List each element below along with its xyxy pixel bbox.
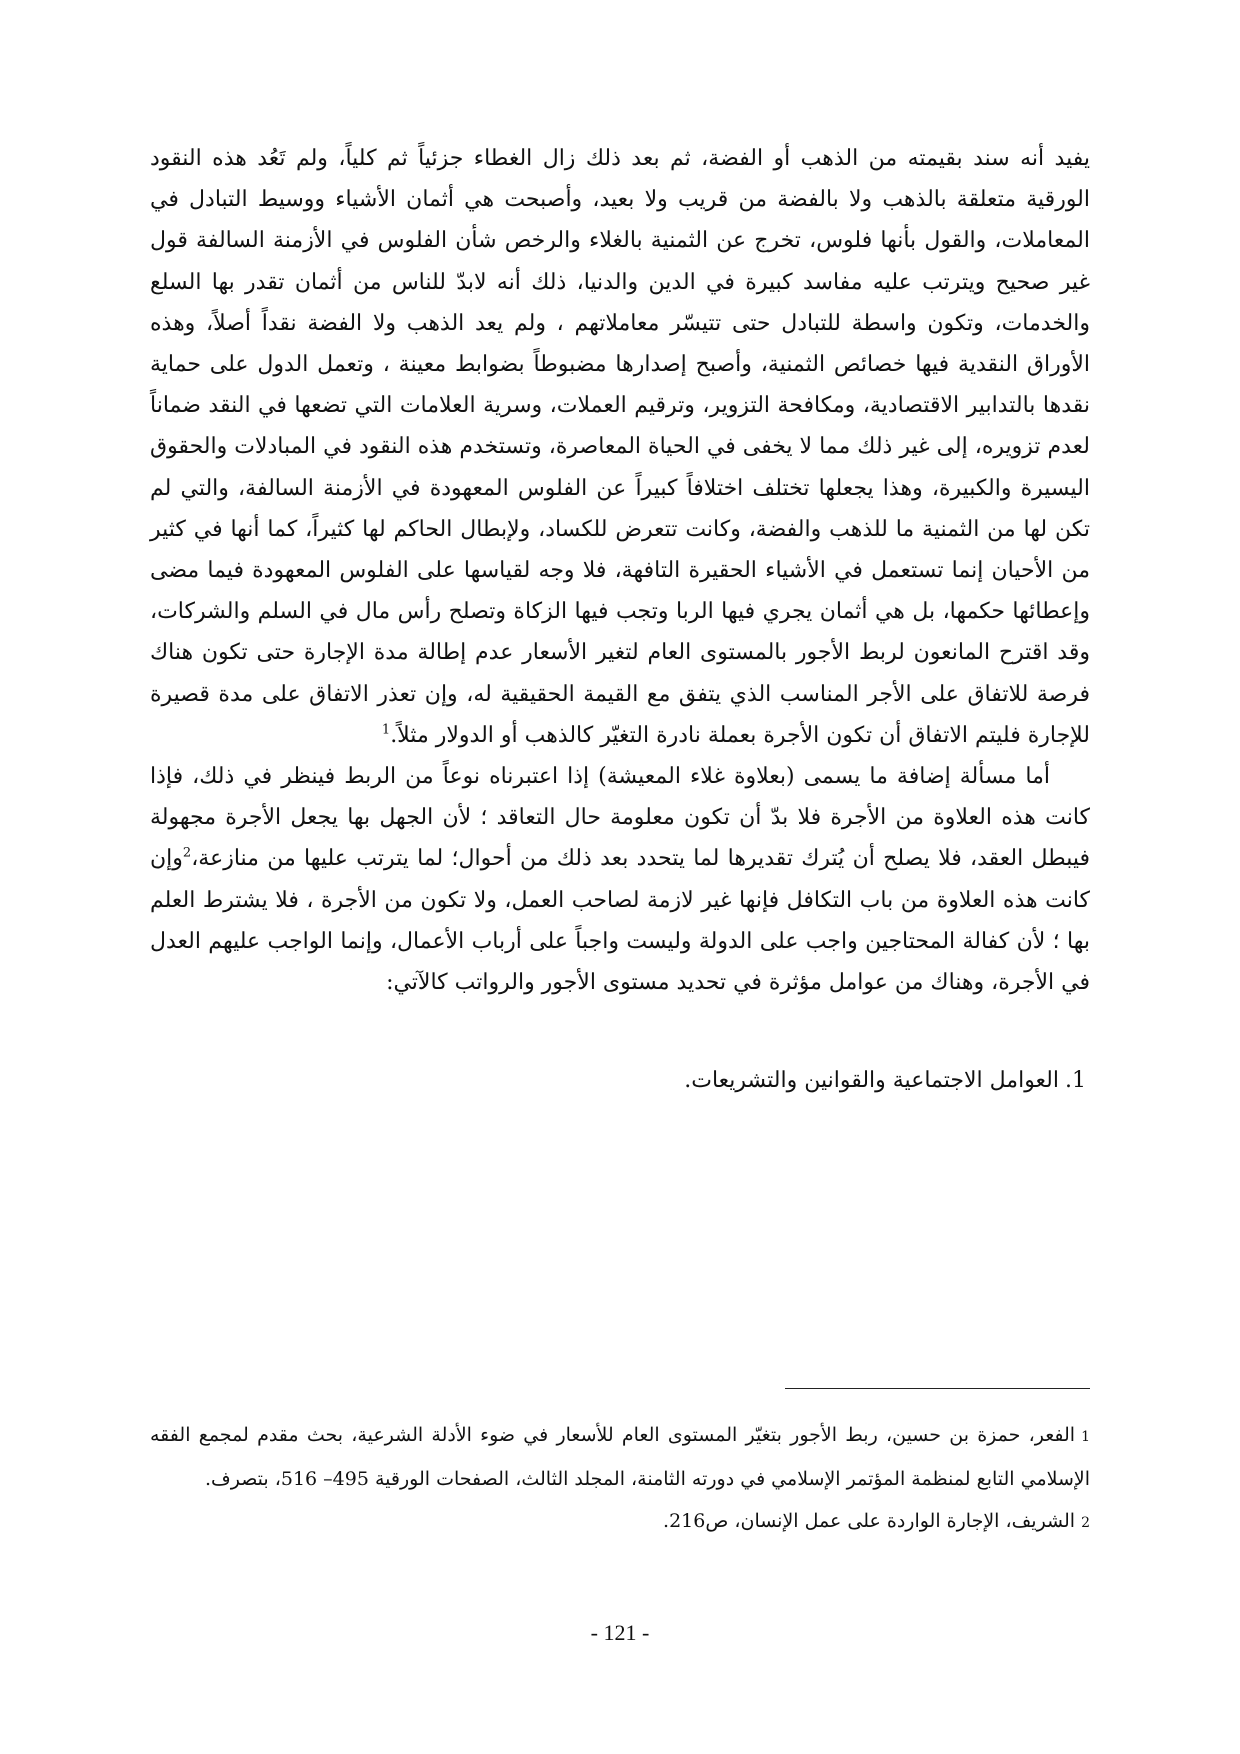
paragraph-2 xyxy=(150,756,1090,1003)
paragraph-1-text: يفيد أنه سند بقيمته من الذهب أو الفضة، ثم بعد ذلك زال الغطاء جزئياً ثم كلياً، ولم تَعُد هذه النقود الورقية متعلقة بالذهب ولا بالفضة من قريب ولا بعيد، وأصبحت هي أثمان الأشياء ووسيط التبادل في المعاملات، والقول بأنها فلوس، تخرج عن الثمنية بالغلاء والرخص شأن الفلوس في الأزمنة السالفة قول غير صحيح ويترتب عليه مفاسد كبيرة في الدين والدنيا، ذلك أنه لابدّ للناس من أثمان تقدر بها السلع والخدمات، وتكون واسطة للتبادل حتى تتيسّر معاملاتهم ، ولم يعد الذهب ولا الفضة نقداً أصلاً، وهذه الأوراق النقدية فيها خصائص الثمنية، وأصبح إصدارها مضبوطاً بضوابط معينة ، وتعمل الدول على حماية نقدها بالتدابير الاقتصادية، ومكافحة التزوير، وترقيم العملات، وسرية العلامات التي تضعها في النقد ضماناً لعدم تزويره، إلى غير ذلك مما لا يخفى في الحياة المعاصرة، وتستخدم هذه النقود في المبادلات والحقوق اليسيرة والكبيرة، وهذا يجعلها تختلف اختلافاً كبيراً عن الفلوس المعهودة في الأزمنة السالفة، والتي لم تكن لها من الثمنية ما للذهب والفضة، وكانت تتعرض للكساد، ولإبطال الحاكم لها كثيراً، كما أنها في كثير من الأحيان إنما تستعمل في الأشياء الحقيرة التافهة، فلا وجه لقياسها على الفلوس المعهودة فيما مضى وإعطائها حكمها، بل هي أثمان يجري فيها الربا وتجب فيها الزكاة وتصلح رأس مال في السلم والشركات، وقد اقترح المانعون لربط الأجور بالمستوى العام لتغير الأسعار عدم إطالة مدة الإجارة حتى تكون هناك فرصة للاتفاق على الأجر المناسب الذي يتفق مع القيمة الحقيقية له، وإن تعذر الاتفاق على مدة قصيرة للإجارة فليتم الاتفاق أن تكون الأجرة بعملة نادرة التغيّر كالذهب أو الدولار مثلاً. xyxy=(150,146,1090,748)
footnote-separator xyxy=(785,1388,1090,1389)
footnote-2 xyxy=(150,1500,1090,1544)
footnotes-section xyxy=(150,1414,1090,1544)
footnote-1-text: الفعر، حمزة بن حسين، ربط الأجور بتغيّر المستوى العام للأسعار في ضوء الأدلة الشرعية، بحث مقدم لمجمع الفقه الإسلامي التابع لمنظمة المؤتمر الإسلامي في دورته الثامنة، المجلد الثالث، الصفحات الورقية 495– 516، بتصرف. xyxy=(150,1424,1090,1490)
footnote-reference-1[interactable]: 1 xyxy=(381,722,391,738)
footnote-1-number: 1 xyxy=(1081,1429,1090,1445)
footnote-1 xyxy=(150,1414,1090,1500)
paragraph-2-text-end: وإن كانت هذه العلاوة من باب التكافل فإنها غير لازمة لصاحب العمل، ولا تكون من الأجرة ، فلا يشترط العلم بها ؛ لأن كفالة المحتاجين واجب على الدولة وليست واجباً على أرباب الأعمال، وإنما الواجب عليهم العدل في الأجرة، وهناك من عوامل مؤثرة في تحديد مستوى الأجور والرواتب كالآتي: xyxy=(150,846,1090,996)
footnote-reference-2[interactable]: 2 xyxy=(182,846,192,862)
list-item-number: 1. xyxy=(1065,1068,1086,1094)
footnote-2-number: 2 xyxy=(1081,1515,1090,1531)
page-number: - 121 - xyxy=(590,1620,650,1645)
main-text-column xyxy=(150,138,1090,1101)
numbered-list-item-1 xyxy=(150,1061,1090,1101)
paragraph-2-text-start: أما مسألة إضافة ما يسمى (بعلاوة غلاء المعيشة) إذا اعتبرناه نوعاً من الربط فينظر في ذلك، فإذا كانت هذه العلاوة من الأجرة فلا بدّ أن تكون معلومة حال التعاقد ؛ لأن الجهل بها يجعل الأجرة مجهولة فيبطل العقد، فلا يصلح أن يُترك تقديرها لما يتحدد بعد ذلك من أحوال؛ لما يترتب عليها من منازعة، xyxy=(150,764,1090,872)
paragraph-1 xyxy=(150,138,1090,756)
footnote-2-text: الشريف، الإجارة الواردة على عمل الإنسان، ص216. xyxy=(663,1510,1076,1532)
list-item-text: العوامل الاجتماعية والقوانين والتشريعات. xyxy=(684,1068,1059,1094)
